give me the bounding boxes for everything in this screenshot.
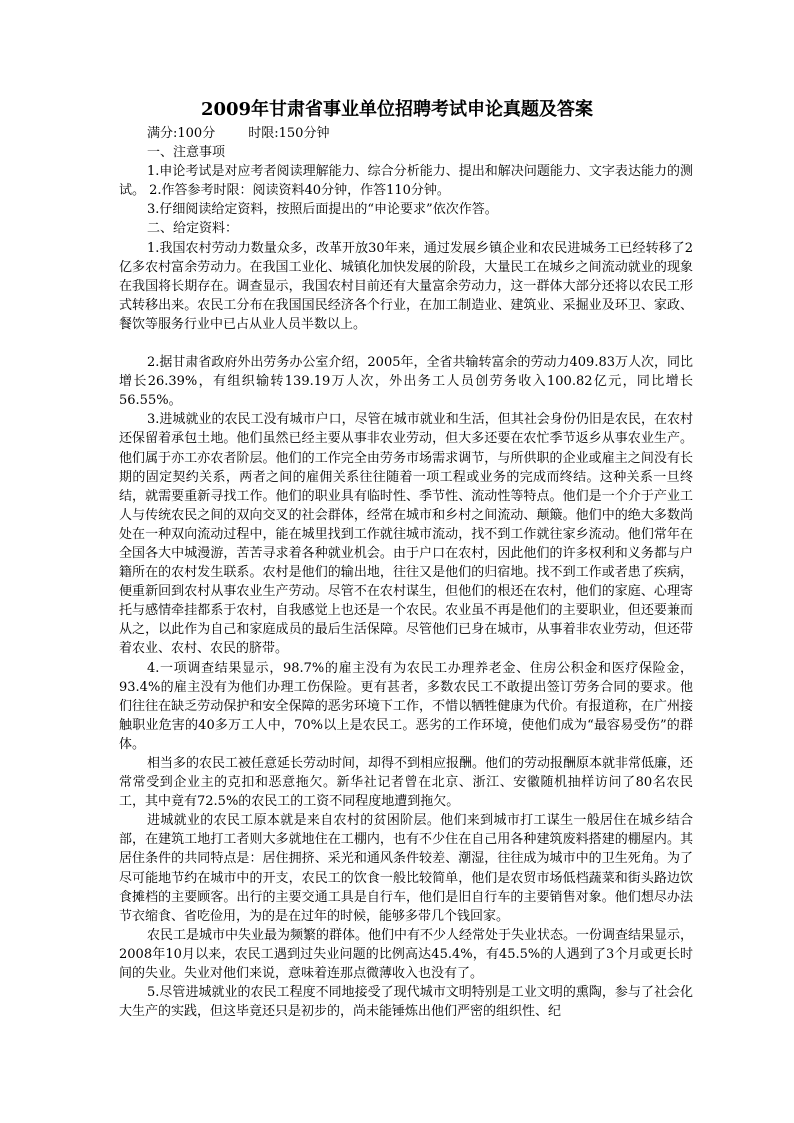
- material-paragraph-4-unemployment: 农民工是城市中失业最为频繁的群体。他们中有不少人经常处于失业状态。一份调查结果显示，2008年10月以来，农民工遇到过失业问题的比例高达45.4%，有45.5%的人遇到了3个月或更长时间的失业。失业对他们来说，意味着连那点微薄收入也没有了。: [119, 927, 694, 982]
- section-heading-materials: 二、给定资料：: [147, 221, 239, 237]
- paragraph-gap: [119, 334, 693, 353]
- section-heading-notes: 一、注意事项: [147, 145, 226, 161]
- document-title: 2009年甘肃省事业单位招聘考试申论真题及答案: [200, 99, 594, 120]
- document-body: [119, 124, 693, 1021]
- material-paragraph-1: 1.我国农村劳动力数量众多，改革开放30年来，通过发展乡镇企业和农民进城务工已经转移了2亿多农村富余劳动力。在我国工业化、城镇化加快发展的阶段，大量民工在城乡之间流动就业的现象在我国将长期存在。调查显示，我国农村目前还有大量富余劳动力，这一群体大部分还将以农民工形式转移出来。农民工分布在我国国民经济各个行业，在加工制造业、建筑业、采掘业及环卫、家政、餐饮等服务行业中已占从业人员半数以上。: [119, 240, 693, 332]
- material-paragraph-4-wages: 相当多的农民工被任意延长劳动时间，却得不到相应报酬。他们的劳动报酬原本就非常低廉，还常常受到企业主的克扣和恶意拖欠。新华社记者曾在北京、浙江、安徽随机抽样访问了80名农民工，其中竟有72.5%的农民工的工资不同程度地遭到拖欠。: [119, 756, 694, 810]
- material-paragraph-3: 3.进城就业的农民工没有城市户口，尽管在城市就业和生活，但其社会身份仍旧是农民，在农村还保留着承包土地。他们虽然已经主要从事非农业劳动，但大多还要在农忙季节返乡从事农业生产。他们属于亦工亦农者阶层。他们的工作完全由劳务市场需求调节，与所供职的企业或雇主之间没有长期的固定契约关系，两者之间的雇佣关系往往随着一项工程或业务的完成而终结。这种关系一旦终结，就需要重新寻找工作。他们的职业具有临时性、季节性、流动性等特点。他们是一个介于产业工人与传统农民之间的双向交叉的社会群体，经常在城市和乡村之间流动、颠簸。他们中的绝大多数尚处在一种双向流动过程中，能在城里找到工作就往城市流动，找不到工作就往家乡流动。他们常年在全国各大中城漫游，苦苦寻求着各种就业机会。由于户口在农村，因此他们的许多权利和义务都与户籍所在的农村发生联系。农村是他们的输出地，往往又是他们的归宿地。找不到工作或者患了疾病，便重新回到农村从事农业生产劳动。尽管不在农村谋生，但他们的根还在农村，他们的家庭、心理寄托与感情牵挂都系于农村，自我感觉上也还是一个农民。农业虽不再是他们的主要职业，但还要兼而从之，以此作为自己和家庭成员的最后生活保障。尽管他们已身在城市，从事着非农业劳动，但还带着农业、农村、农民的脐带。: [119, 412, 693, 657]
- material-paragraph-5: 5.尽管进城就业的农民工程度不同地接受了现代城市文明特别是工业文明的熏陶，参与了社会化大生产的实践，但这毕竟还只是初步的，尚未能锤炼出他们严密的组织性、纪: [119, 985, 693, 1020]
- notes-item-3: 3.仔细阅读给定资料，按照后面提出的“申论要求”依次作答。: [147, 202, 498, 218]
- material-paragraph-4-living: 进城就业的农民工原本就是来自农村的贫困阶层。他们来到城市打工谋生一般居住在城乡结合部，在建筑工地打工者则大多就地住在工棚内，也有不少住在自己用各种建筑废料搭建的棚屋内。其居住条件的共同特点是：居住拥挤、采光和通风条件较差、潮湿，往往成为城市中的卫生死角。为了尽可能地节约在城市中的开支，农民工的饮食一般比较简单，他们是农贸市场低档蔬菜和街头路边饮食摊档的主要顾客。出行的主要交通工具是自行车，他们是旧自行车的主要销售对象。他们想尽办法节衣缩食、省吃俭用，为的是在过年的时候，能够多带几个钱回家。: [119, 813, 693, 924]
- material-paragraph-2: 2.据甘肃省政府外出劳务办公室介绍，2005年，全省共输转富余的劳动力409.83万人次，同比增长26.39%，有组织输转139.19万人次，外出务工人员创劳务收入100.82亿元，同比增长56.55%。: [119, 355, 693, 409]
- exam-info-line: 满分:100分 时限:150分钟: [147, 126, 330, 141]
- notes-item-1-2: 1.申论考试是对应考者阅读理解能力、综合分析能力、提出和解决问题能力、文字表达能力的测试。 2.作答参考时限：阅读资料40分钟，作答110分钟。: [119, 164, 693, 199]
- material-paragraph-4: 4.一项调查结果显示，98.7%的雇主没有为农民工办理养老金、住房公积金和医疗保险金，93.4%的雇主没有为他们办理工伤保险。更有甚者，多数农民工不敢提出签订劳务合同的要求。他们往往在缺乏劳动保护和安全保障的恶劣环境下工作，不惜以牺牲健康为代价。有报道称，在广州接触职业危害的40多万工人中，70%以上是农民工。恶劣的工作环境，使他们成为“最容易受伤”的群体。: [119, 660, 693, 752]
